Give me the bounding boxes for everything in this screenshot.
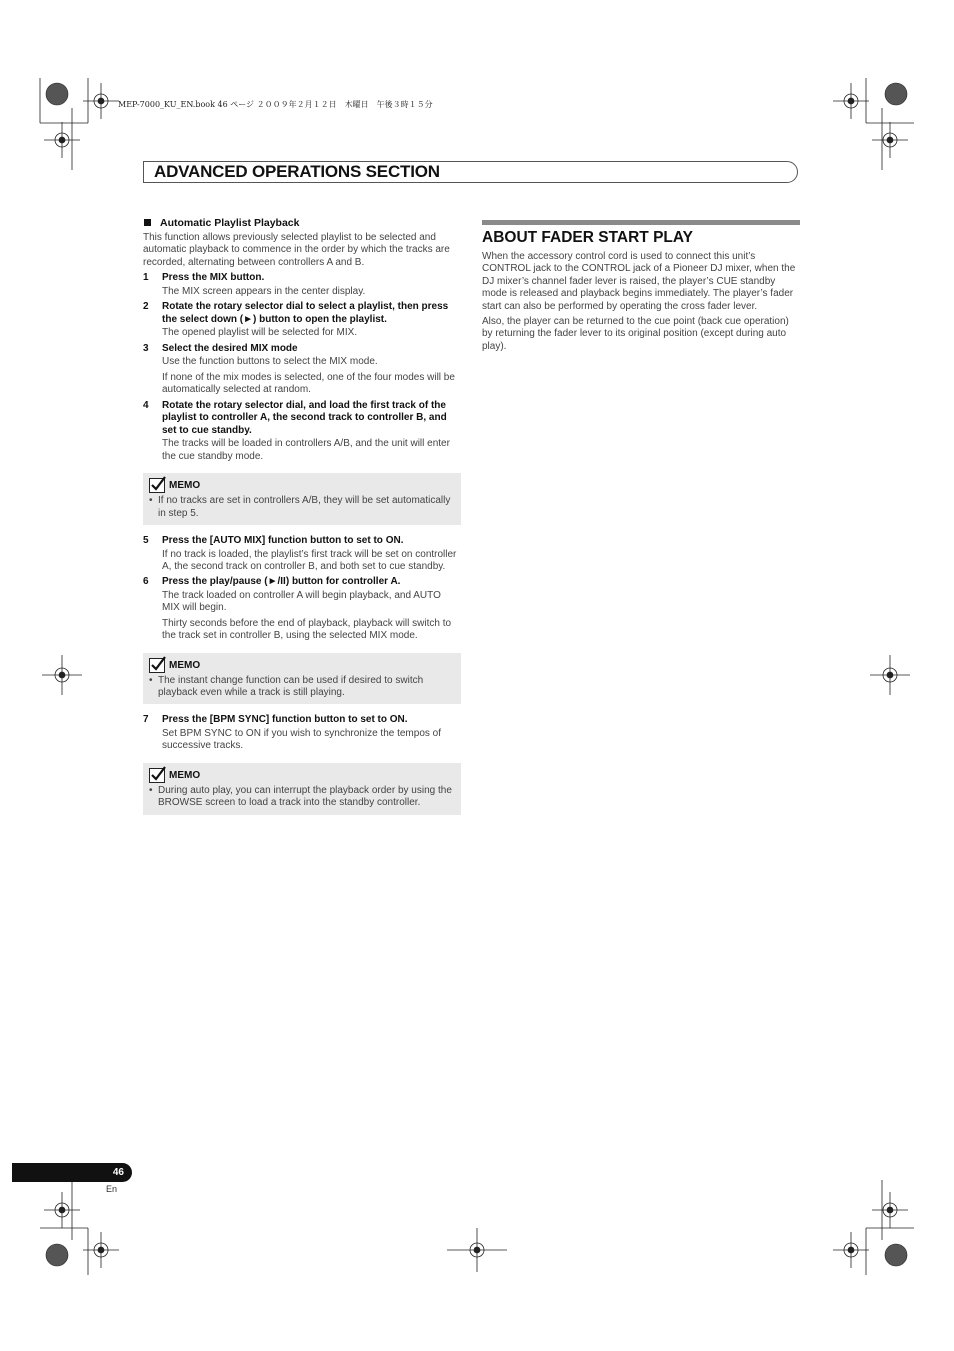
- memo-header: [149, 768, 457, 783]
- step-5: [143, 535, 461, 573]
- left-column: [143, 217, 461, 825]
- steps-group-b: [143, 535, 461, 643]
- memo-label: MEMO: [169, 480, 201, 492]
- square-bullet-icon: [144, 219, 151, 226]
- step-7: [143, 714, 461, 752]
- memo-item: • During auto play, you can interrupt the playback order by using the BROWSE screen to load a track into the standby controller.: [149, 785, 457, 810]
- checkmark-box-icon: [149, 658, 165, 673]
- memo-label: MEMO: [169, 769, 201, 781]
- step-desc: The track loaded on controller A will begin playback, and AUTO MIX will begin.: [162, 590, 441, 614]
- step-number: 3: [143, 342, 149, 354]
- step-desc: If none of the mix modes is selected, one of the four modes will be automatically selected at random.: [162, 371, 455, 396]
- right-column: [482, 220, 800, 353]
- step-title: Select the desired MIX mode: [162, 342, 298, 354]
- step-title: Rotate the rotary selector dial to select a playlist, then press the select down (►) button to open the playlist.: [162, 301, 449, 325]
- memo-item: • If no tracks are set in controllers A/B, they will be set automatically in step 5.: [149, 495, 457, 520]
- step-desc: The tracks will be loaded in controllers A/B, and the unit will enter the cue standby mode.: [162, 438, 450, 462]
- header-file-info: MEP-7000_KU_EN.book 46 ページ ２００９年２月１２日 木曜日 午後３時１５分: [118, 100, 433, 109]
- step-number: 4: [143, 399, 149, 411]
- checkmark-box-icon: [149, 768, 165, 783]
- step-title: Rotate the rotary selector dial, and load the first track of the playlist to controller A, the second track to controller B, and set to cue standby.: [162, 399, 447, 436]
- step-desc: The opened playlist will be selected for MIX.: [162, 327, 358, 339]
- heading-fader-start: ABOUT FADER START PLAY: [482, 229, 693, 246]
- subheading-automatic-playlist: [143, 217, 461, 230]
- steps-group-c: [143, 714, 461, 752]
- memo-box-3: [143, 763, 461, 815]
- step-3: [143, 343, 461, 397]
- memo-label: MEMO: [169, 659, 201, 671]
- step-desc: If no track is loaded, the playlist’s first track will be set on controller A, the second track on controller B, and both set to cue standby.: [162, 548, 457, 573]
- step-desc: Set BPM SYNC to ON if you wish to synchronize the tempos of successive tracks.: [162, 728, 442, 752]
- memo-header: [149, 658, 457, 673]
- memo-header: [149, 478, 457, 493]
- step-title: Press the [AUTO MIX] function button to set to ON.: [162, 535, 404, 547]
- subheading-text: Automatic Playlist Playback: [160, 217, 300, 229]
- memo-box-2: [143, 653, 461, 705]
- step-2: [143, 301, 461, 340]
- step-title: Press the play/pause (►/II) button for controller A.: [162, 576, 401, 588]
- intro-paragraph: This function allows previously selected playlist to be selected and automatic playback to commence in the order by which the tracks are recorded, alternating between controllers A and B.: [143, 232, 450, 268]
- step-6: [143, 576, 461, 642]
- page-number: 46: [112, 1167, 124, 1178]
- checkmark-box-icon: [149, 478, 165, 493]
- page-language: En: [106, 1184, 118, 1194]
- heading-rule: [482, 220, 800, 225]
- step-number: 6: [143, 576, 149, 588]
- fader-paragraph-1: When the accessory control cord is used to connect this unit’s CONTROL jack to the CONTROL jack of a Pioneer DJ mixer, when the DJ mixer’s channel fader lever is raised, the player’s CUE standby mode is released and playback begins immediately. The player’s fader start can also be performed by operating the cross fader lever.: [482, 251, 796, 312]
- fader-paragraph-2: Also, the player can be returned to the cue point (back cue operation) by returning the fader lever to its original position (except during auto play).: [482, 316, 789, 352]
- section-title: ADVANCED OPERATIONS SECTION: [154, 162, 440, 181]
- step-desc: Use the function buttons to select the MIX mode.: [162, 356, 378, 368]
- step-desc: The MIX screen appears in the center display.: [162, 285, 366, 297]
- memo-box-1: [143, 473, 461, 525]
- step-number: 7: [143, 714, 149, 726]
- step-title: Press the [BPM SYNC] function button to set to ON.: [162, 714, 408, 726]
- step-number: 2: [143, 301, 149, 313]
- step-1: [143, 272, 461, 298]
- memo-item: • The instant change function can be used if desired to switch playback even while a track is still playing.: [149, 675, 457, 700]
- step-4: [143, 400, 461, 464]
- step-number: 5: [143, 535, 149, 547]
- steps-group-a: [143, 272, 461, 463]
- step-desc: Thirty seconds before the end of playback, playback will switch to the track set in controller B, using the selected MIX mode.: [162, 617, 452, 642]
- step-number: 1: [143, 272, 149, 284]
- step-title: Press the MIX button.: [162, 272, 265, 284]
